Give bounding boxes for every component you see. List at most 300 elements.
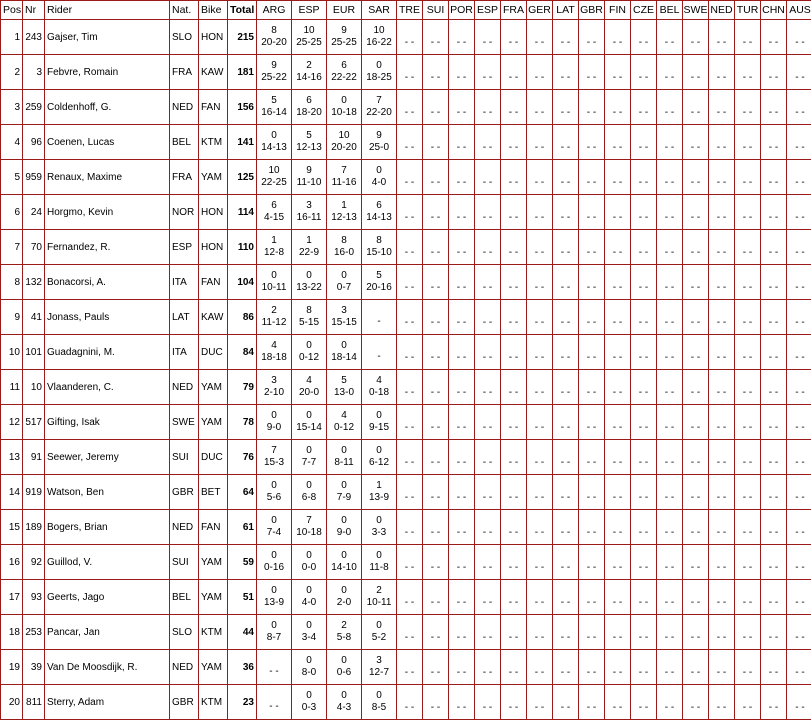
empty-race-cell: - - [761, 230, 786, 264]
heat-points: 0-3 [301, 702, 317, 713]
nat-cell: SUI [170, 545, 198, 579]
race-score-cell [362, 20, 396, 54]
heat-points: 7-4 [266, 527, 282, 538]
empty-race-cell: - - [657, 55, 682, 89]
total-cell: 79 [228, 370, 256, 404]
empty-race-cell: - - [449, 160, 474, 194]
race-points: 0 [341, 480, 347, 491]
race-points: 0 [376, 410, 382, 421]
pos-cell: 19 [1, 650, 22, 684]
race-points: 0 [306, 270, 312, 281]
nr-cell: 919 [23, 475, 44, 509]
heat-points: 2-10 [263, 387, 284, 398]
heat-points: 13-0 [333, 387, 354, 398]
race-points: 0 [376, 515, 382, 526]
race-score-cell [292, 90, 326, 124]
empty-race-cell: - - [397, 370, 422, 404]
empty-race-cell: - - [449, 440, 474, 474]
heat-points: 16-14 [261, 107, 287, 118]
header-race: CZE [631, 1, 656, 19]
empty-race-cell: - - [631, 230, 656, 264]
race-score-cell [257, 650, 291, 684]
race-points: 6 [271, 200, 277, 211]
empty-race-cell: - - [605, 650, 630, 684]
race-score-cell [292, 615, 326, 649]
empty-race-cell: - - [709, 265, 734, 299]
nr-cell: 517 [23, 405, 44, 439]
table-row [1, 230, 811, 264]
empty-race-cell: - - [735, 230, 760, 264]
header-race: ARG [257, 1, 291, 19]
empty-race-cell: - - [553, 20, 578, 54]
heat-points: 25-22 [261, 72, 287, 83]
empty-race-cell: - - [553, 545, 578, 579]
nat-cell: ITA [170, 335, 198, 369]
race-score-cell [292, 475, 326, 509]
empty-race-cell: - - [527, 405, 552, 439]
empty-race-cell: - - [735, 160, 760, 194]
rider-cell: Pancar, Jan [45, 615, 169, 649]
heat-points: 7-9 [336, 492, 352, 503]
empty-race-cell: - - [605, 300, 630, 334]
header-race: GBR [579, 1, 604, 19]
race-points: 1 [341, 200, 347, 211]
empty-race-cell: - - [709, 335, 734, 369]
race-score-cell [257, 55, 291, 89]
race-score-cell [327, 475, 361, 509]
header-race: AUS [787, 1, 811, 19]
race-score-cell [327, 335, 361, 369]
heat-points: 12-13 [296, 142, 322, 153]
race-points: 0 [376, 165, 382, 176]
bike-cell: FAN [199, 510, 227, 544]
empty-race-cell: - - [423, 265, 448, 299]
bike-cell: HON [199, 230, 227, 264]
table-body [1, 20, 811, 719]
header-race: LAT [553, 1, 578, 19]
race-score-cell [327, 195, 361, 229]
empty-race-cell: - - [683, 125, 708, 159]
empty-race-cell: - - [605, 55, 630, 89]
heat-points: 0-18 [368, 387, 389, 398]
empty-race-cell: - - [735, 615, 760, 649]
empty-race-cell: - - [761, 370, 786, 404]
empty-race-cell: - - [735, 650, 760, 684]
empty-race-cell: - - [605, 230, 630, 264]
empty-race-cell: - - [397, 160, 422, 194]
race-score-cell [292, 300, 326, 334]
race-points: 0 [271, 515, 277, 526]
empty-race-cell: - - [709, 195, 734, 229]
empty-race-cell: - - [553, 510, 578, 544]
empty-race-cell: - - [761, 90, 786, 124]
race-score-cell [257, 335, 291, 369]
empty-race-cell: - - [605, 195, 630, 229]
empty-race-cell: - - [501, 370, 526, 404]
empty-race-cell: - - [631, 125, 656, 159]
race-points: 2 [341, 620, 347, 631]
empty-race-cell: - - [605, 90, 630, 124]
empty-race-cell: - - [553, 580, 578, 614]
rider-cell: Gajser, Tim [45, 20, 169, 54]
empty-race-cell: - - [605, 580, 630, 614]
empty-race-cell: - - [501, 545, 526, 579]
empty-race-cell: - - [761, 125, 786, 159]
nat-cell: FRA [170, 55, 198, 89]
pos-cell: 3 [1, 90, 22, 124]
empty-race-cell: - - [423, 90, 448, 124]
race-points: 0 [341, 340, 347, 351]
empty-race-cell: - - [657, 370, 682, 404]
rider-cell: Guadagnini, M. [45, 335, 169, 369]
header-race: BEL [657, 1, 682, 19]
empty-race-cell: - - [605, 335, 630, 369]
empty-race-cell: - - [735, 90, 760, 124]
race-score-cell [257, 510, 291, 544]
empty-race-cell: - - [475, 160, 500, 194]
table-row [1, 685, 811, 719]
nat-cell: SUI [170, 440, 198, 474]
empty-race-cell: - - [631, 510, 656, 544]
race-points: 7 [341, 165, 347, 176]
race-points: 0 [306, 690, 312, 701]
empty-race-cell: - - [787, 580, 811, 614]
heat-points: 13-9 [263, 597, 284, 608]
race-score-cell [362, 300, 396, 334]
race-points: 4 [271, 340, 277, 351]
empty-race-cell: - - [553, 265, 578, 299]
empty-race-cell: - - [423, 20, 448, 54]
table-row [1, 90, 811, 124]
empty-race-cell: - - [735, 300, 760, 334]
bike-cell: YAM [199, 160, 227, 194]
heat-points: 11-16 [331, 177, 357, 188]
empty-race-cell: - - [553, 125, 578, 159]
empty-race-cell: - - [709, 650, 734, 684]
rider-cell: Bogers, Brian [45, 510, 169, 544]
heat-points: 22-22 [331, 72, 357, 83]
race-score-cell [257, 545, 291, 579]
empty-race-cell: - - [657, 615, 682, 649]
empty-race-cell: - - [397, 510, 422, 544]
empty-race-cell: - - [709, 685, 734, 719]
race-score-cell [257, 405, 291, 439]
empty-race-cell: - - [527, 335, 552, 369]
empty-race-cell: - - [787, 440, 811, 474]
empty-race-cell: - - [761, 580, 786, 614]
heat-points: 12-13 [331, 212, 357, 223]
empty-race-cell: - - [397, 335, 422, 369]
pos-cell: 10 [1, 335, 22, 369]
race-score-cell [362, 195, 396, 229]
bike-cell: DUC [199, 440, 227, 474]
total-cell: 51 [228, 580, 256, 614]
empty-race-cell: - - [579, 440, 604, 474]
empty-race-cell: - - [683, 685, 708, 719]
race-points: 5 [271, 95, 277, 106]
empty-race-cell: - - [787, 20, 811, 54]
empty-race-cell: - - [761, 265, 786, 299]
heat-points: 5-15 [298, 317, 319, 328]
rider-cell: Coenen, Lucas [45, 125, 169, 159]
empty-race-cell: - - [449, 685, 474, 719]
empty-race-cell: - - [683, 475, 708, 509]
total-cell: 181 [228, 55, 256, 89]
empty-race-cell: - - [579, 125, 604, 159]
rider-cell: Guillod, V. [45, 545, 169, 579]
empty-race-cell: - - [527, 650, 552, 684]
race-score-cell [257, 685, 291, 719]
empty-race-cell: - - [631, 55, 656, 89]
empty-race-cell: - - [449, 55, 474, 89]
table-row [1, 265, 811, 299]
race-score-cell [257, 300, 291, 334]
header-total: Total [228, 1, 256, 19]
empty-race-cell: - - [761, 335, 786, 369]
empty-race-cell: - - [475, 300, 500, 334]
race-points: 4 [376, 375, 382, 386]
race-points: - - [269, 701, 279, 712]
pos-cell: 8 [1, 265, 22, 299]
header-race: TUR [735, 1, 760, 19]
pos-cell: 6 [1, 195, 22, 229]
bike-cell: HON [199, 20, 227, 54]
heat-points: 0-16 [263, 562, 284, 573]
empty-race-cell: - - [397, 650, 422, 684]
empty-race-cell: - - [787, 90, 811, 124]
heat-points: 4-0 [301, 597, 317, 608]
pos-cell: 18 [1, 615, 22, 649]
nr-cell: 243 [23, 20, 44, 54]
empty-race-cell: - - [553, 650, 578, 684]
heat-points: 18-20 [296, 107, 322, 118]
heat-points: 25-25 [331, 37, 357, 48]
empty-race-cell: - - [683, 510, 708, 544]
nr-cell: 39 [23, 650, 44, 684]
empty-race-cell: - - [787, 195, 811, 229]
race-score-cell [327, 685, 361, 719]
race-points: 7 [376, 95, 382, 106]
empty-race-cell: - - [709, 160, 734, 194]
empty-race-cell: - - [605, 510, 630, 544]
header-pos: Pos [1, 1, 22, 19]
heat-points: 11-12 [261, 317, 287, 328]
empty-race-cell: - - [397, 580, 422, 614]
empty-race-cell: - - [657, 230, 682, 264]
heat-points: 3-4 [301, 632, 317, 643]
race-points: 0 [271, 270, 277, 281]
pos-cell: 13 [1, 440, 22, 474]
empty-race-cell: - - [423, 615, 448, 649]
table-row [1, 370, 811, 404]
empty-race-cell: - - [423, 440, 448, 474]
empty-race-cell: - - [579, 160, 604, 194]
race-score-cell [327, 125, 361, 159]
empty-race-cell: - - [787, 475, 811, 509]
empty-race-cell: - - [527, 440, 552, 474]
empty-race-cell: - - [579, 55, 604, 89]
nat-cell: NED [170, 90, 198, 124]
header-race: SWE [683, 1, 708, 19]
header-nat: Nat. [170, 1, 198, 19]
empty-race-cell: - - [761, 440, 786, 474]
empty-race-cell: - - [475, 440, 500, 474]
empty-race-cell: - - [787, 685, 811, 719]
bike-cell: YAM [199, 650, 227, 684]
heat-points: 10-11 [261, 282, 287, 293]
header-race: CHN [761, 1, 786, 19]
race-points: 9 [271, 60, 277, 71]
race-points: 0 [306, 620, 312, 631]
heat-points: 0-12 [298, 352, 319, 363]
empty-race-cell: - - [709, 545, 734, 579]
table-row [1, 55, 811, 89]
empty-race-cell: - - [761, 55, 786, 89]
nat-cell: ESP [170, 230, 198, 264]
race-points: 0 [306, 655, 312, 666]
empty-race-cell: - - [449, 90, 474, 124]
empty-race-cell: - - [787, 545, 811, 579]
race-score-cell [327, 265, 361, 299]
empty-race-cell: - - [527, 615, 552, 649]
nat-cell: ITA [170, 265, 198, 299]
race-score-cell [327, 370, 361, 404]
empty-race-cell: - - [553, 475, 578, 509]
nat-cell: NED [170, 370, 198, 404]
race-score-cell [257, 440, 291, 474]
race-points: 10 [373, 25, 385, 36]
total-cell: 78 [228, 405, 256, 439]
heat-points: 9-15 [368, 422, 389, 433]
empty-race-cell: - - [683, 230, 708, 264]
empty-race-cell: - - [735, 335, 760, 369]
race-points: 0 [271, 620, 277, 631]
empty-race-cell: - - [657, 510, 682, 544]
race-points: 0 [341, 690, 347, 701]
heat-points: 20-20 [261, 37, 287, 48]
heat-points: 8-0 [301, 667, 317, 678]
race-points: 0 [306, 445, 312, 456]
table-row [1, 440, 811, 474]
empty-race-cell: - - [605, 265, 630, 299]
race-score-cell [292, 545, 326, 579]
race-score-cell [362, 650, 396, 684]
empty-race-cell: - - [683, 195, 708, 229]
race-points: 0 [271, 480, 277, 491]
empty-race-cell: - - [553, 405, 578, 439]
race-score-cell [327, 615, 361, 649]
race-score-cell [362, 160, 396, 194]
race-score-cell [362, 475, 396, 509]
empty-race-cell: - - [527, 475, 552, 509]
nr-cell: 132 [23, 265, 44, 299]
empty-race-cell: - - [657, 580, 682, 614]
race-points: 0 [341, 550, 347, 561]
race-points: 6 [306, 95, 312, 106]
race-score-cell [257, 125, 291, 159]
race-score-cell [292, 335, 326, 369]
heat-points: 7-7 [301, 457, 317, 468]
empty-race-cell: - - [501, 440, 526, 474]
race-score-cell [362, 405, 396, 439]
race-score-cell [257, 195, 291, 229]
bike-cell: KTM [199, 125, 227, 159]
empty-race-cell: - - [553, 615, 578, 649]
nr-cell: 93 [23, 580, 44, 614]
rider-cell: Geerts, Jago [45, 580, 169, 614]
heat-points: 6-8 [301, 492, 317, 503]
empty-race-cell: - - [553, 300, 578, 334]
total-cell: 61 [228, 510, 256, 544]
empty-race-cell: - - [657, 20, 682, 54]
nr-cell: 259 [23, 90, 44, 124]
empty-race-cell: - - [579, 90, 604, 124]
empty-race-cell: - - [735, 580, 760, 614]
heat-points: 10-11 [366, 597, 392, 608]
race-score-cell [362, 580, 396, 614]
heat-points: 11-10 [296, 177, 322, 188]
empty-race-cell: - - [527, 370, 552, 404]
empty-race-cell: - - [579, 685, 604, 719]
empty-race-cell: - - [761, 300, 786, 334]
heat-points: 15-10 [366, 247, 392, 258]
race-score-cell [327, 545, 361, 579]
empty-race-cell: - - [475, 20, 500, 54]
total-cell: 215 [228, 20, 256, 54]
nat-cell: BEL [170, 580, 198, 614]
race-points: 1 [271, 235, 277, 246]
race-points: 0 [341, 515, 347, 526]
race-score-cell [362, 685, 396, 719]
nat-cell: BEL [170, 125, 198, 159]
empty-race-cell: - - [501, 405, 526, 439]
empty-race-cell: - - [657, 160, 682, 194]
race-points: 0 [306, 585, 312, 596]
nat-cell: NED [170, 650, 198, 684]
empty-race-cell: - - [449, 650, 474, 684]
empty-race-cell: - - [605, 370, 630, 404]
empty-race-cell: - - [761, 20, 786, 54]
empty-race-cell: - - [475, 615, 500, 649]
rider-cell: Coldenhoff, G. [45, 90, 169, 124]
race-points: - [377, 351, 381, 362]
total-cell: 36 [228, 650, 256, 684]
race-score-cell [292, 160, 326, 194]
race-points: 0 [376, 445, 382, 456]
empty-race-cell: - - [397, 125, 422, 159]
nr-cell: 189 [23, 510, 44, 544]
empty-race-cell: - - [527, 685, 552, 719]
table-row [1, 125, 811, 159]
rider-cell: Sterry, Adam [45, 685, 169, 719]
empty-race-cell: - - [579, 510, 604, 544]
race-score-cell [362, 265, 396, 299]
empty-race-cell: - - [527, 55, 552, 89]
race-score-cell [362, 230, 396, 264]
empty-race-cell: - - [449, 20, 474, 54]
heat-points: 5-2 [371, 632, 387, 643]
bike-cell: FAN [199, 265, 227, 299]
empty-race-cell: - - [605, 20, 630, 54]
nat-cell: SLO [170, 615, 198, 649]
empty-race-cell: - - [631, 580, 656, 614]
bike-cell: YAM [199, 545, 227, 579]
table-row [1, 475, 811, 509]
race-points: 8 [376, 235, 382, 246]
race-points: 9 [306, 165, 312, 176]
empty-race-cell: - - [761, 545, 786, 579]
heat-points: 10-18 [296, 527, 322, 538]
